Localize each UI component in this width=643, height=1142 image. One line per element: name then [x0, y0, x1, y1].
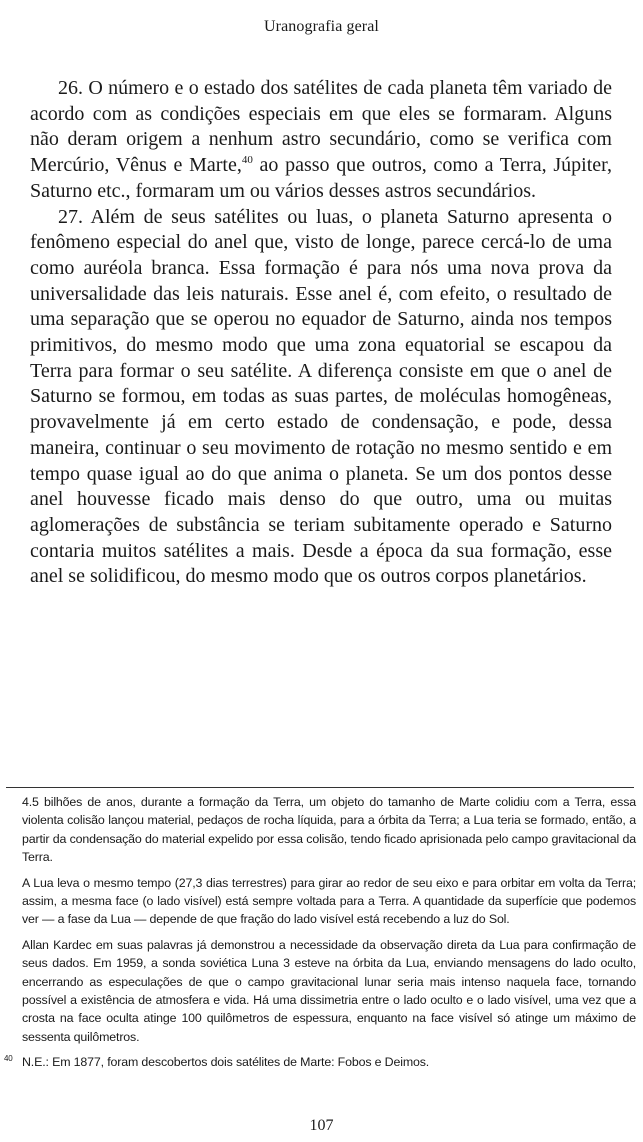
footnote-continued: 4.5 bilhões de anos, durante a formação da Terra, um objeto do tamanho de Marte colidiu com a Terra, essa violenta colisão lançou material, pedaços de rocha líquida, para a órbita da Terra; a Lua teria se formado, então, a partir da condensação do material expelido por essa colisão, tendo ficado aprisionada pelo campo gravitacional da Terra. — [22, 795, 636, 865]
paragraph-text: Além de seus satélites ou luas, o planeta Saturno apresenta o fenômeno especial do anel que, visto de longe, parece cercá-lo de uma como auréola branca. Essa formação é para nós uma nova prova da universalidade das leis naturais. Esse anel é, com efeito, o resultado de uma separação que se operou no equador de Saturno, ainda nos tempos primitivos, do mesmo modo que uma zona equatorial se escapou da Terra para formar o seu satélite. A diferença consiste em que o anel de Saturno se formou, em todas as suas partes, de moléculas homogêneas, provavelmente já em certo estado de condensação, e pode, dessa maneira, continuar o seu movimento de rotação no mesmo sentido e em tempo quase igual ao do que anima o planeta. Se um dos pontos desse anel houvesse ficado mais denso do que outro, uma ou muitas aglomerações de substância se teriam subitamente operado e Saturno contaria muitos satélites a mais. Desde a época da sua formação, esse anel se solidificou, do mesmo modo que os outros corpos planetários. — [30, 205, 612, 588]
paragraph-number: 26. — [58, 77, 83, 99]
paragraph-number: 27. — [58, 205, 83, 228]
paragraph-text: O número e o estado dos satélites de cada planeta têm variado de acordo com as condições especiais em que eles se formaram. Alguns não deram origem a nenhum astro secundário, como se verifica com Mercúrio, Vênus e Marte, — [30, 77, 612, 177]
running-title: Uranografia geral — [264, 18, 379, 35]
footnote-40 — [4, 1053, 636, 1071]
footnotes — [4, 793, 636, 1079]
footnote-reference[interactable]: 40 — [241, 154, 253, 167]
footnote-text: N.E.: Em 1877, foram descobertos dois satélites de Marte: Fobos e Deimos. — [22, 1055, 430, 1070]
paragraph-text: ao passo que outros, como a Terra, Júpiter, Saturno etc., formaram um ou vários desses astros secundários. — [30, 154, 612, 202]
footnote-continued: Allan Kardec em suas palavras já demonstrou a necessidade da observação direta da Lua para confirmação de seus dados. Em 1959, a sonda soviética Luna 3 esteve na órbita da Lua, enviando mensagens do lado oculto, encerrando as especulações de que o campo gravitacional lunar seria mais intenso naquela face, tornando possível a existência de atmosfera e vida. Há uma dissimetria entre o lado oculto e o lado visível, uma vez que a crosta na face oculta atinge 100 quilômetros de espessura, enquanto na face visível só atinge um máximo de sessenta quilômetros. — [22, 937, 636, 1044]
paragraph-27 — [30, 205, 612, 591]
paragraph-26 — [30, 76, 612, 205]
footnote-mark: 40 — [4, 1054, 13, 1064]
main-text — [30, 76, 612, 590]
footnote-continued: A Lua leva o mesmo tempo (27,3 dias terrestres) para girar ao redor de seu eixo e para orbitar em volta da Terra; assim, a mesma face (o lado visível) está sempre voltada para a Terra. A quantidade da superfície que podemos ver — a fase da Lua — depende de que fração do lado visível está recebendo a luz do Sol. — [22, 875, 636, 927]
page-number: 107 — [309, 1117, 334, 1134]
footnote-separator — [6, 787, 634, 788]
